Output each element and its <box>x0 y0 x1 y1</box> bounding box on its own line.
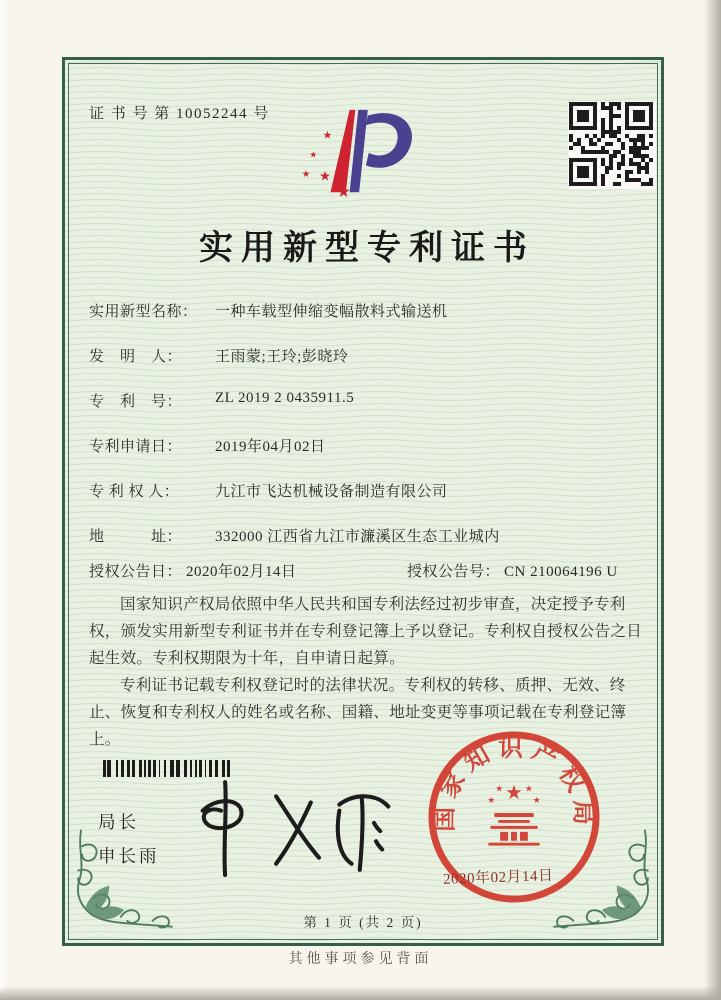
field-label: 发 明 人： <box>89 349 183 365</box>
svg-text:★: ★ <box>505 781 523 805</box>
svg-text:★: ★ <box>487 796 496 807</box>
svg-text:★: ★ <box>318 169 331 185</box>
director-signature <box>185 776 407 878</box>
grant-announcement-row <box>89 560 659 581</box>
patent-fields <box>89 300 645 570</box>
legal-paragraph-1: 国家知识产权局依照中华人民共和国专利法经过初步审查，决定授予专利权，颁发实用新型专利证书并在专利登记簿上予以登记。专利权自授权公告之日起生效。专利权期限为十年，自申请日起算。 <box>89 596 643 667</box>
field-patent-number <box>89 390 645 435</box>
field-inventors <box>89 345 645 390</box>
grant-number: 授权公告号： CN 210064196 U <box>407 564 618 580</box>
certificate-frame <box>62 57 664 946</box>
field-label: 专 利 号： <box>89 394 183 410</box>
director-name: 申长雨 <box>98 846 160 866</box>
qr-code <box>568 101 656 189</box>
svg-text:★: ★ <box>524 784 533 795</box>
svg-text:★: ★ <box>532 796 541 807</box>
barcode <box>103 760 289 777</box>
svg-text:★: ★ <box>495 784 504 795</box>
director-title: 局长 <box>98 812 139 832</box>
field-value: 2019年04月02日 <box>215 439 326 455</box>
photo-edge-bottom <box>0 986 721 1000</box>
certificate-number: 证 书 号 第 10052244 号 <box>89 106 270 122</box>
back-side-note: 其他事项参见背面 <box>288 952 433 967</box>
cnipa-logo-icon <box>296 104 430 200</box>
svg-text:★: ★ <box>301 168 311 180</box>
svg-text:★: ★ <box>309 150 318 161</box>
seal-agency-text: 国家知识产权局 <box>431 734 597 833</box>
national-emblem-icon <box>487 781 540 845</box>
field-value: 九江市飞达机械设备制造有限公司 <box>215 484 448 500</box>
field-label: 专 利 权 人： <box>89 484 180 500</box>
field-label: 实用新型名称： <box>89 304 198 320</box>
field-value: ZL 2019 2 0435911.5 <box>215 390 355 406</box>
field-value: 332000 江西省九江市濂溪区生态工业城内 <box>215 529 500 545</box>
seal-date: 2020年02月14日 <box>442 868 554 888</box>
photo-edge-right <box>704 0 721 1000</box>
field-label: 地 址： <box>89 529 183 545</box>
field-value: 王雨蒙;王玲;彭晓玲 <box>215 349 349 365</box>
photo-edge-left <box>0 0 8 1000</box>
page-number: 第 1 页 (共 2 页) <box>303 915 423 930</box>
logo-star-icon: ★ <box>322 129 333 142</box>
field-utility-model-name <box>89 300 645 345</box>
legal-paragraph-2: 专利证书记载专利权登记时的法律状况。专利权的转移、质押、无效、终止、恢复和专利权人的姓名或名称、国籍、地址变更等事项记载在专利登记簿上。 <box>89 677 627 748</box>
field-label: 专利申请日： <box>89 439 183 455</box>
field-value: 一种车载型伸缩变幅散料式输送机 <box>215 304 448 320</box>
certificate-title: 实用新型专利证书 <box>199 230 535 267</box>
field-patentee <box>89 480 645 525</box>
grant-date: 授权公告日： 2020年02月14日 <box>89 564 297 580</box>
field-application-date <box>89 435 645 480</box>
director-block <box>98 805 160 873</box>
